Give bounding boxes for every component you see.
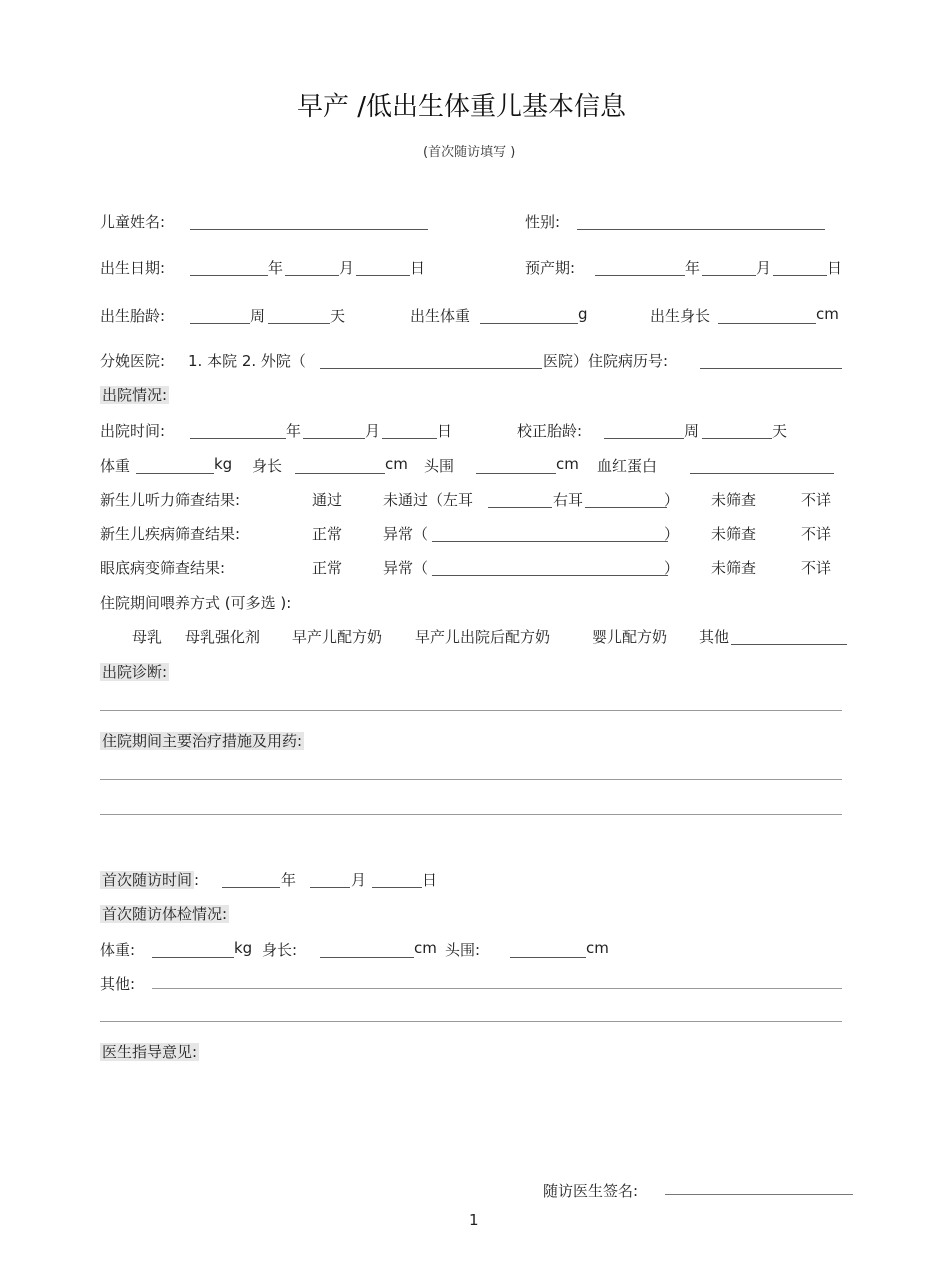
hemoglobin-label: 血红蛋白 — [597, 457, 658, 475]
page-number: 1 — [469, 1211, 479, 1229]
ga-day-unit: 天 — [330, 307, 346, 325]
outside-hospital-field[interactable] — [320, 368, 542, 369]
exam-weight-field[interactable] — [152, 957, 234, 958]
discharge-head-unit: cm — [556, 455, 579, 473]
hospital-suffix-label: 医院）住院病历号: — [543, 352, 669, 370]
signature-field[interactable] — [665, 1194, 853, 1195]
hemoglobin-field[interactable] — [690, 473, 834, 474]
birth-day-field[interactable] — [356, 275, 410, 276]
corrected-week-field[interactable] — [604, 438, 684, 439]
visit-year-field[interactable] — [222, 887, 280, 888]
birth-length-field[interactable] — [718, 323, 816, 324]
birth-weight-field[interactable] — [480, 323, 578, 324]
ga-week-unit: 周 — [250, 307, 266, 325]
corrected-week-unit: 周 — [684, 422, 700, 440]
other-field[interactable] — [152, 988, 842, 989]
hearing-fail-option[interactable]: 未通过（左耳 — [383, 491, 474, 509]
due-day-unit: 日 — [827, 259, 843, 277]
exam-head-label: 头围: — [445, 941, 481, 959]
ga-day-field[interactable] — [268, 323, 330, 324]
disease-abnormal-option[interactable]: 异常（ — [383, 525, 429, 543]
birth-weight-label: 出生体重 — [410, 307, 471, 325]
due-month-field[interactable] — [702, 275, 756, 276]
corrected-day-field[interactable] — [702, 438, 772, 439]
visit-day-field[interactable] — [372, 887, 422, 888]
diagnosis-heading: 出院诊断: — [102, 663, 168, 681]
diagnosis-line[interactable] — [100, 710, 842, 711]
feeding-option-other[interactable]: 其他 — [699, 628, 730, 646]
feeding-option-preterm-formula[interactable]: 早产儿配方奶 — [292, 628, 383, 646]
exam-length-unit: cm — [414, 939, 437, 957]
hearing-close: ） — [664, 491, 680, 509]
feeding-option-breastmilk[interactable]: 母乳 — [132, 628, 163, 646]
feeding-option-infant-formula[interactable]: 婴儿配方奶 — [592, 628, 668, 646]
visit-month-field[interactable] — [310, 887, 350, 888]
retina-close: ） — [664, 559, 680, 577]
first-visit-time-label: 首次随访时间 : — [102, 871, 200, 889]
feeding-label: 住院期间喂养方式 (可多选 ): — [100, 594, 292, 612]
birth-day-unit: 日 — [410, 259, 426, 277]
hearing-unknown-option[interactable]: 不详 — [801, 491, 832, 509]
due-date-label: 预产期: — [525, 259, 576, 277]
disease-normal-option[interactable]: 正常 — [312, 525, 343, 543]
visit-year-unit: 年 — [281, 871, 297, 889]
treatment-line-1[interactable] — [100, 779, 842, 780]
discharge-length-label: 身长 — [252, 457, 283, 475]
disease-unknown-option[interactable]: 不详 — [801, 525, 832, 543]
visit-month-unit: 月 — [351, 871, 367, 889]
discharge-weight-field[interactable] — [136, 473, 214, 474]
discharge-head-label: 头围 — [424, 457, 455, 475]
due-month-unit: 月 — [756, 259, 772, 277]
signature-label: 随访医生签名: — [543, 1182, 639, 1200]
discharge-length-unit: cm — [385, 455, 408, 473]
exam-head-field[interactable] — [510, 957, 586, 958]
hearing-unscreened-option[interactable]: 未筛查 — [711, 491, 757, 509]
due-year-unit: 年 — [685, 259, 701, 277]
discharge-day-field[interactable] — [382, 438, 437, 439]
corrected-day-unit: 天 — [772, 422, 788, 440]
advice-heading: 医生指导意见: — [102, 1043, 198, 1061]
due-year-field[interactable] — [595, 275, 685, 276]
birth-year-field[interactable] — [190, 275, 268, 276]
disease-close: ） — [664, 525, 680, 543]
retina-unknown-option[interactable]: 不详 — [801, 559, 832, 577]
ga-week-field[interactable] — [190, 323, 250, 324]
child-name-label: 儿童姓名: — [100, 213, 166, 231]
hearing-label: 新生儿听力筛查结果: — [100, 491, 241, 509]
other-label: 其他: — [100, 975, 136, 993]
discharge-day-unit: 日 — [437, 422, 453, 440]
exam-head-unit: cm — [586, 939, 609, 957]
exam-weight-label: 体重: — [100, 941, 136, 959]
form-subtitle: (首次随访填写 ) — [423, 145, 516, 160]
discharge-time-label: 出院时间: — [100, 422, 166, 440]
retina-normal-option[interactable]: 正常 — [312, 559, 343, 577]
feeding-option-fortifier[interactable]: 母乳强化剂 — [185, 628, 261, 646]
delivery-hospital-label: 分娩医院: — [100, 352, 166, 370]
hearing-right-field[interactable] — [585, 507, 667, 508]
exam-heading: 首次随访体检情况: — [102, 905, 228, 923]
medical-record-field[interactable] — [700, 368, 842, 369]
sex-label: 性别: — [525, 213, 561, 231]
form-title: 早产 /低出生体重儿基本信息 — [297, 92, 627, 122]
discharge-month-unit: 月 — [365, 422, 381, 440]
disease-abnormal-field[interactable] — [432, 541, 668, 542]
birth-date-label: 出生日期: — [100, 259, 166, 277]
retina-abnormal-option[interactable]: 异常（ — [383, 559, 429, 577]
discharge-length-field[interactable] — [295, 473, 385, 474]
other-line-2[interactable] — [100, 1021, 842, 1022]
hearing-pass-option[interactable]: 通过 — [312, 491, 343, 509]
feeding-other-field[interactable] — [731, 644, 847, 645]
gestational-age-label: 出生胎龄: — [100, 307, 166, 325]
feeding-option-post-discharge-formula[interactable]: 早产儿出院后配方奶 — [415, 628, 551, 646]
discharge-heading: 出院情况: — [102, 386, 168, 404]
hearing-left-field[interactable] — [488, 507, 552, 508]
birth-weight-unit: g — [578, 305, 588, 323]
birth-month-field[interactable] — [285, 275, 339, 276]
hearing-right-label: 右耳 — [553, 491, 584, 509]
delivery-hospital-options[interactable]: 1. 本院 2. 外院（ — [188, 352, 306, 370]
treatment-heading: 住院期间主要治疗措施及用药: — [102, 732, 303, 750]
discharge-year-field[interactable] — [190, 438, 286, 439]
birth-length-unit: cm — [816, 305, 839, 323]
exam-length-label: 身长: — [262, 941, 298, 959]
discharge-head-field[interactable] — [476, 473, 556, 474]
discharge-weight-unit: kg — [214, 455, 233, 473]
due-day-field[interactable] — [773, 275, 827, 276]
child-name-field[interactable] — [190, 229, 428, 230]
treatment-line-2[interactable] — [100, 814, 842, 815]
exam-length-field[interactable] — [320, 957, 414, 958]
birth-year-unit: 年 — [268, 259, 284, 277]
visit-day-unit: 日 — [422, 871, 438, 889]
discharge-weight-label: 体重 — [100, 457, 131, 475]
disease-unscreened-option[interactable]: 未筛查 — [711, 525, 757, 543]
disease-screen-label: 新生儿疾病筛查结果: — [100, 525, 241, 543]
sex-field[interactable] — [577, 229, 825, 230]
discharge-year-unit: 年 — [286, 422, 302, 440]
exam-weight-unit: kg — [234, 939, 253, 957]
birth-month-unit: 月 — [339, 259, 355, 277]
discharge-month-field[interactable] — [303, 438, 365, 439]
retina-screen-label: 眼底病变筛查结果: — [100, 559, 226, 577]
corrected-age-label: 校正胎龄: — [517, 422, 583, 440]
retina-abnormal-field[interactable] — [432, 575, 668, 576]
birth-length-label: 出生身长 — [650, 307, 711, 325]
retina-unscreened-option[interactable]: 未筛查 — [711, 559, 757, 577]
